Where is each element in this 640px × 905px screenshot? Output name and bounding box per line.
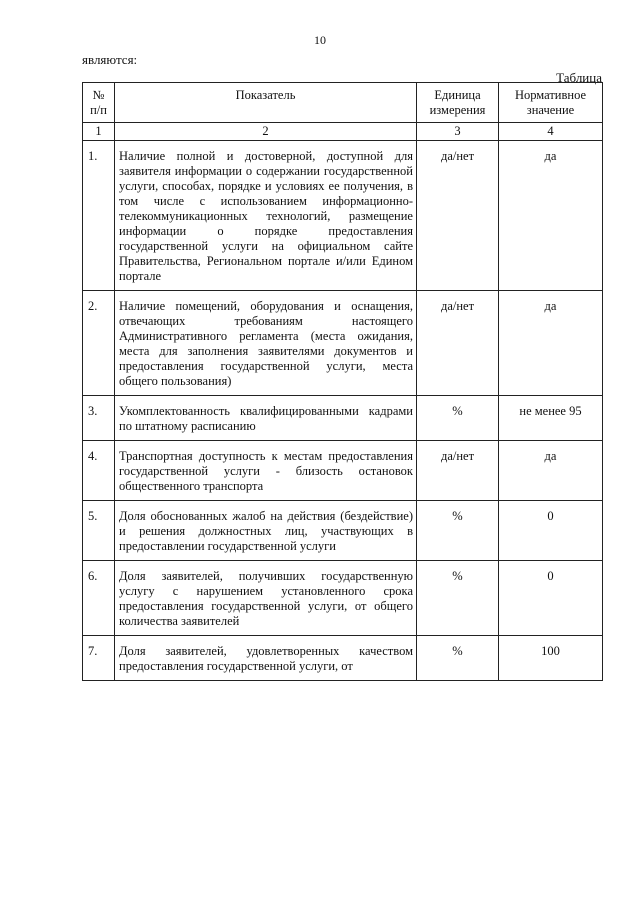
table-row — [83, 396, 603, 441]
row-unit: да/нет — [417, 291, 499, 396]
table-label: Таблица — [556, 70, 602, 85]
row-indicator: Доля заявителей, получивших государственную услугу с нарушением установленного срока предоставления государственной услуги, от общего количества заявителей — [115, 561, 417, 636]
row-unit: да/нет — [417, 141, 499, 291]
row-unit: да/нет — [417, 441, 499, 501]
header-indicator: Показатель — [115, 83, 417, 123]
table-row — [83, 291, 603, 396]
row-norm: да — [499, 441, 603, 501]
row-unit: % — [417, 561, 499, 636]
row-number: 7. — [83, 636, 115, 681]
row-norm: 100 — [499, 636, 603, 681]
row-norm: 0 — [499, 561, 603, 636]
row-unit: % — [417, 636, 499, 681]
header-num: № п/п — [83, 83, 115, 123]
column-number: 2 — [115, 123, 417, 141]
row-norm: да — [499, 141, 603, 291]
row-indicator: Доля заявителей, удовлетворенных качеством предоставления государственной услуги, от — [115, 636, 417, 681]
table-row — [83, 441, 603, 501]
column-number: 1 — [83, 123, 115, 141]
row-indicator: Транспортная доступность к местам предоставления государственной услуги - близость остановок общественного транспорта — [115, 441, 417, 501]
page-number: 10 — [314, 33, 326, 47]
column-number: 3 — [417, 123, 499, 141]
row-indicator: Доля обоснованных жалоб на действия (бездействие) и решения должностных лиц, участвующих в предоставлении государственной услуги — [115, 501, 417, 561]
table-row — [83, 636, 603, 681]
row-norm: не менее 95 — [499, 396, 603, 441]
indicators-table — [82, 82, 603, 681]
column-number-row — [83, 123, 603, 141]
header-norm: Нормативное значение — [499, 83, 603, 123]
column-number: 4 — [499, 123, 603, 141]
table-row — [83, 141, 603, 291]
row-unit: % — [417, 501, 499, 561]
row-unit: % — [417, 396, 499, 441]
lead-text: являются: — [82, 52, 138, 67]
row-norm: да — [499, 291, 603, 396]
row-number: 4. — [83, 441, 115, 501]
row-norm: 0 — [499, 501, 603, 561]
table-row — [83, 501, 603, 561]
row-indicator: Наличие помещений, оборудования и оснащения, отвечающих требованиям настоящего Административного регламента (места ожидания, места для заполнения заявителями документов и предоставления государственной услуги, места общего пользования) — [115, 291, 417, 396]
row-number: 3. — [83, 396, 115, 441]
row-indicator: Наличие полной и достоверной, доступной для заявителя информации о содержании государственной услуги, способах, порядке и условиях ее получения, в том числе с использованием информационно-телекоммуникационных технологий, размещение информации о порядке предоставления государственной услуги на официальном сайте Правительства, Региональном портале и/или Едином портале — [115, 141, 417, 291]
row-number: 1. — [83, 141, 115, 291]
table-header-row — [83, 83, 603, 123]
row-number: 5. — [83, 501, 115, 561]
header-unit: Единица измерения — [417, 83, 499, 123]
row-number: 6. — [83, 561, 115, 636]
row-number: 2. — [83, 291, 115, 396]
row-indicator: Укомплектованность квалифицированными кадрами по штатному расписанию — [115, 396, 417, 441]
table-row — [83, 561, 603, 636]
